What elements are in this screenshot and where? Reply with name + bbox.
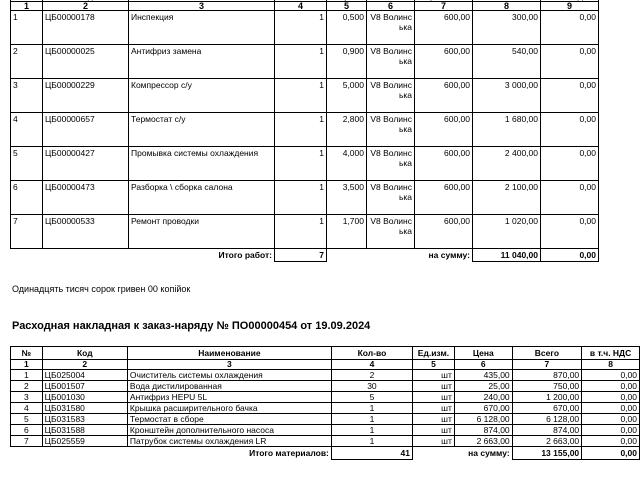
materials-header-cell: № — [11, 347, 43, 360]
materials-cell-vat: 0,00 — [582, 370, 640, 381]
materials-cell-total: 670,00 — [512, 403, 582, 414]
works-cell-total: 3 000,00 — [473, 79, 541, 113]
works-col-number: 3 — [129, 2, 275, 11]
works-table-row — [11, 11, 599, 45]
works-cell-price: 600,00 — [415, 45, 473, 79]
works-col-number: 6 — [367, 2, 415, 11]
materials-cell-code: ЦБ001030 — [42, 392, 127, 403]
materials-cell-unit: шт — [413, 425, 455, 436]
materials-table-row — [11, 436, 640, 447]
works-cell-master: V8 Волинська — [367, 45, 415, 79]
materials-cell-qty: 30 — [331, 381, 412, 392]
works-cell-norm: 1,700 — [327, 215, 367, 249]
materials-cell-total: 1 200,00 — [512, 392, 582, 403]
works-col-number: 7 — [415, 2, 473, 11]
works-col-number: 2 — [43, 2, 129, 11]
works-cell-name: Инспекция — [129, 11, 275, 45]
materials-header-cell: Всего — [512, 347, 582, 360]
materials-cell-qty: 1 — [331, 436, 412, 447]
works-table-row — [11, 147, 599, 181]
materials-col-number: 3 — [127, 360, 331, 370]
works-cell-n: 7 — [11, 215, 43, 249]
works-cell-n: 6 — [11, 181, 43, 215]
amount-in-words: Одинадцять тисяч сорок гривен 00 копійок — [12, 284, 191, 294]
materials-cell-vat: 0,00 — [582, 392, 640, 403]
works-col-number: 9 — [541, 2, 599, 11]
works-cell-price: 600,00 — [415, 215, 473, 249]
materials-cell-price: 435,00 — [454, 370, 512, 381]
works-cell-total: 1 680,00 — [473, 113, 541, 147]
materials-cell-price: 25,00 — [454, 381, 512, 392]
works-cell-norm: 5,000 — [327, 79, 367, 113]
works-col-number: 4 — [275, 2, 327, 11]
works-total-label: Итого работ: — [218, 250, 272, 260]
works-cell-name: Термостат с/у — [129, 113, 275, 147]
works-cell-norm: 2,800 — [327, 113, 367, 147]
materials-cell-name: Антифриз HEPU 5L — [127, 392, 331, 403]
works-cell-master: V8 Волинська — [367, 147, 415, 181]
works-cell-vat: 0,00 — [541, 11, 599, 45]
materials-sum-label: на сумму: — [468, 448, 510, 458]
works-cell-n: 5 — [11, 147, 43, 181]
works-cell-norm: 4,000 — [327, 147, 367, 181]
works-cell-price: 600,00 — [415, 147, 473, 181]
materials-col-number: 7 — [512, 360, 582, 370]
works-cell-master: V8 Волинська — [367, 11, 415, 45]
materials-cell-n: 1 — [11, 370, 43, 381]
materials-cell-n: 5 — [11, 414, 43, 425]
materials-col-number: 4 — [331, 360, 412, 370]
works-cell-n: 1 — [11, 11, 43, 45]
works-cell-total: 2 100,00 — [473, 181, 541, 215]
materials-cell-qty: 1 — [331, 414, 412, 425]
works-cell-master: V8 Волинська — [367, 181, 415, 215]
works-sum-label: на сумму: — [428, 250, 470, 260]
materials-cell-price: 6 128,00 — [454, 414, 512, 425]
materials-cell-name: Кронштейн дополнительного насоса — [127, 425, 331, 436]
works-cell-price: 600,00 — [415, 181, 473, 215]
materials-cell-name: Крышка расширительного бачка — [127, 403, 331, 414]
materials-total-qty: 41 — [331, 447, 412, 460]
materials-table-row — [11, 370, 640, 381]
works-col-number-row — [11, 2, 599, 11]
materials-cell-price: 240,00 — [454, 392, 512, 403]
works-cell-qty: 1 — [275, 181, 327, 215]
works-cell-norm: 0,900 — [327, 45, 367, 79]
materials-cell-n: 2 — [11, 381, 43, 392]
materials-sum-total: 13 155,00 — [512, 447, 582, 460]
works-cell-total: 2 400,00 — [473, 147, 541, 181]
materials-cell-vat: 0,00 — [582, 403, 640, 414]
materials-table-row — [11, 403, 640, 414]
works-cell-master: V8 Волинська — [367, 79, 415, 113]
works-cell-n: 2 — [11, 45, 43, 79]
materials-col-number: 2 — [42, 360, 127, 370]
works-cell-code: ЦБ00000657 — [43, 113, 129, 147]
works-cell-name: Разборка \ сборка салона — [129, 181, 275, 215]
works-cell-vat: 0,00 — [541, 79, 599, 113]
works-cell-vat: 0,00 — [541, 147, 599, 181]
works-sum-vat: 0,00 — [541, 249, 599, 262]
materials-cell-qty: 1 — [331, 403, 412, 414]
materials-cell-price: 2 663,00 — [454, 436, 512, 447]
materials-cell-unit: шт — [413, 392, 455, 403]
works-cell-code: ЦБ00000473 — [43, 181, 129, 215]
works-cell-code: ЦБ00000025 — [43, 45, 129, 79]
materials-cell-code: ЦБ025004 — [42, 370, 127, 381]
materials-cell-total: 6 128,00 — [512, 414, 582, 425]
materials-cell-name: Патрубок системы охлаждения LR — [127, 436, 331, 447]
materials-cell-n: 7 — [11, 436, 43, 447]
materials-cell-name: Очиститель системы охлаждения — [127, 370, 331, 381]
materials-cell-name: Термостат в сборе — [127, 414, 331, 425]
works-table-row — [11, 79, 599, 113]
works-cell-name: Антифриз замена — [129, 45, 275, 79]
materials-cell-total: 874,00 — [512, 425, 582, 436]
materials-cell-vat: 0,00 — [582, 414, 640, 425]
materials-col-number: 8 — [582, 360, 640, 370]
works-cell-price: 600,00 — [415, 11, 473, 45]
materials-col-number: 1 — [11, 360, 43, 370]
materials-cell-vat: 0,00 — [582, 381, 640, 392]
materials-cell-vat: 0,00 — [582, 425, 640, 436]
works-total-row — [11, 249, 599, 262]
materials-header-cell: Цена — [454, 347, 512, 360]
materials-cell-unit: шт — [413, 381, 455, 392]
works-table-row — [11, 181, 599, 215]
works-cell-code: ЦБ00000427 — [43, 147, 129, 181]
works-table-row — [11, 215, 599, 249]
works-cell-total: 300,00 — [473, 11, 541, 45]
materials-table — [10, 346, 640, 460]
materials-cell-n: 6 — [11, 425, 43, 436]
works-cell-total: 540,00 — [473, 45, 541, 79]
materials-cell-vat: 0,00 — [582, 436, 640, 447]
works-cell-name: Ремонт проводки — [129, 215, 275, 249]
works-cell-norm: 0,500 — [327, 11, 367, 45]
materials-header-cell: Кол-во — [331, 347, 412, 360]
materials-cell-code: ЦБ031580 — [42, 403, 127, 414]
works-table — [10, 0, 599, 262]
materials-cell-qty: 5 — [331, 392, 412, 403]
materials-cell-unit: шт — [413, 436, 455, 447]
materials-cell-code: ЦБ001507 — [42, 381, 127, 392]
materials-header-row — [11, 347, 640, 360]
materials-cell-qty: 2 — [331, 370, 412, 381]
materials-header-cell: Ед.изм. — [413, 347, 455, 360]
works-table-row — [11, 45, 599, 79]
materials-cell-total: 750,00 — [512, 381, 582, 392]
materials-col-number: 6 — [454, 360, 512, 370]
materials-table-row — [11, 381, 640, 392]
works-cell-n: 3 — [11, 79, 43, 113]
materials-cell-total: 870,00 — [512, 370, 582, 381]
works-cell-code: ЦБ00000533 — [43, 215, 129, 249]
materials-header-cell: Наименование — [127, 347, 331, 360]
invoice-title: Расходная накладная к заказ-наряду № ПО00000454 от 19.09.2024 — [12, 320, 371, 332]
materials-header-cell: Код — [42, 347, 127, 360]
works-cell-qty: 1 — [275, 147, 327, 181]
works-col-number: 8 — [473, 2, 541, 11]
works-cell-qty: 1 — [275, 79, 327, 113]
works-cell-norm: 3,500 — [327, 181, 367, 215]
works-cell-price: 600,00 — [415, 79, 473, 113]
works-cell-n: 4 — [11, 113, 43, 147]
materials-cell-name: Вода дистилированная — [127, 381, 331, 392]
materials-cell-n: 4 — [11, 403, 43, 414]
materials-cell-unit: шт — [413, 403, 455, 414]
works-sum-total: 11 040,00 — [473, 249, 541, 262]
materials-cell-price: 874,00 — [454, 425, 512, 436]
materials-header-cell: в т.ч. НДС — [582, 347, 640, 360]
works-table-row — [11, 113, 599, 147]
materials-table-row — [11, 392, 640, 403]
works-cell-vat: 0,00 — [541, 45, 599, 79]
works-cell-price: 600,00 — [415, 113, 473, 147]
works-cell-qty: 1 — [275, 45, 327, 79]
materials-table-row — [11, 414, 640, 425]
materials-table-row — [11, 425, 640, 436]
works-cell-name: Промывка системы охлаждения — [129, 147, 275, 181]
works-cell-name: Компрессор с/у — [129, 79, 275, 113]
materials-cell-code: ЦБ031583 — [42, 414, 127, 425]
works-cell-vat: 0,00 — [541, 215, 599, 249]
materials-col-number-row — [11, 360, 640, 370]
works-total-qty: 7 — [275, 249, 327, 262]
works-cell-qty: 1 — [275, 11, 327, 45]
works-cell-vat: 0,00 — [541, 181, 599, 215]
materials-cell-code: ЦБ025559 — [42, 436, 127, 447]
materials-cell-price: 670,00 — [454, 403, 512, 414]
materials-total-label: Итого материалов: — [249, 448, 329, 458]
works-cell-code: ЦБ00000229 — [43, 79, 129, 113]
works-cell-qty: 1 — [275, 113, 327, 147]
materials-total-row — [11, 447, 640, 460]
materials-cell-code: ЦБ031588 — [42, 425, 127, 436]
works-col-number: 5 — [327, 2, 367, 11]
materials-cell-unit: шт — [413, 370, 455, 381]
materials-cell-qty: 1 — [331, 425, 412, 436]
works-cell-code: ЦБ00000178 — [43, 11, 129, 45]
works-cell-master: V8 Волинська — [367, 113, 415, 147]
works-cell-total: 1 020,00 — [473, 215, 541, 249]
materials-cell-unit: шт — [413, 414, 455, 425]
works-cell-master: V8 Волинська — [367, 215, 415, 249]
works-cell-qty: 1 — [275, 215, 327, 249]
materials-cell-n: 3 — [11, 392, 43, 403]
materials-col-number: 5 — [413, 360, 455, 370]
materials-cell-total: 2 663,00 — [512, 436, 582, 447]
works-col-number: 1 — [11, 2, 43, 11]
materials-sum-vat: 0,00 — [582, 447, 640, 460]
works-cell-vat: 0,00 — [541, 113, 599, 147]
